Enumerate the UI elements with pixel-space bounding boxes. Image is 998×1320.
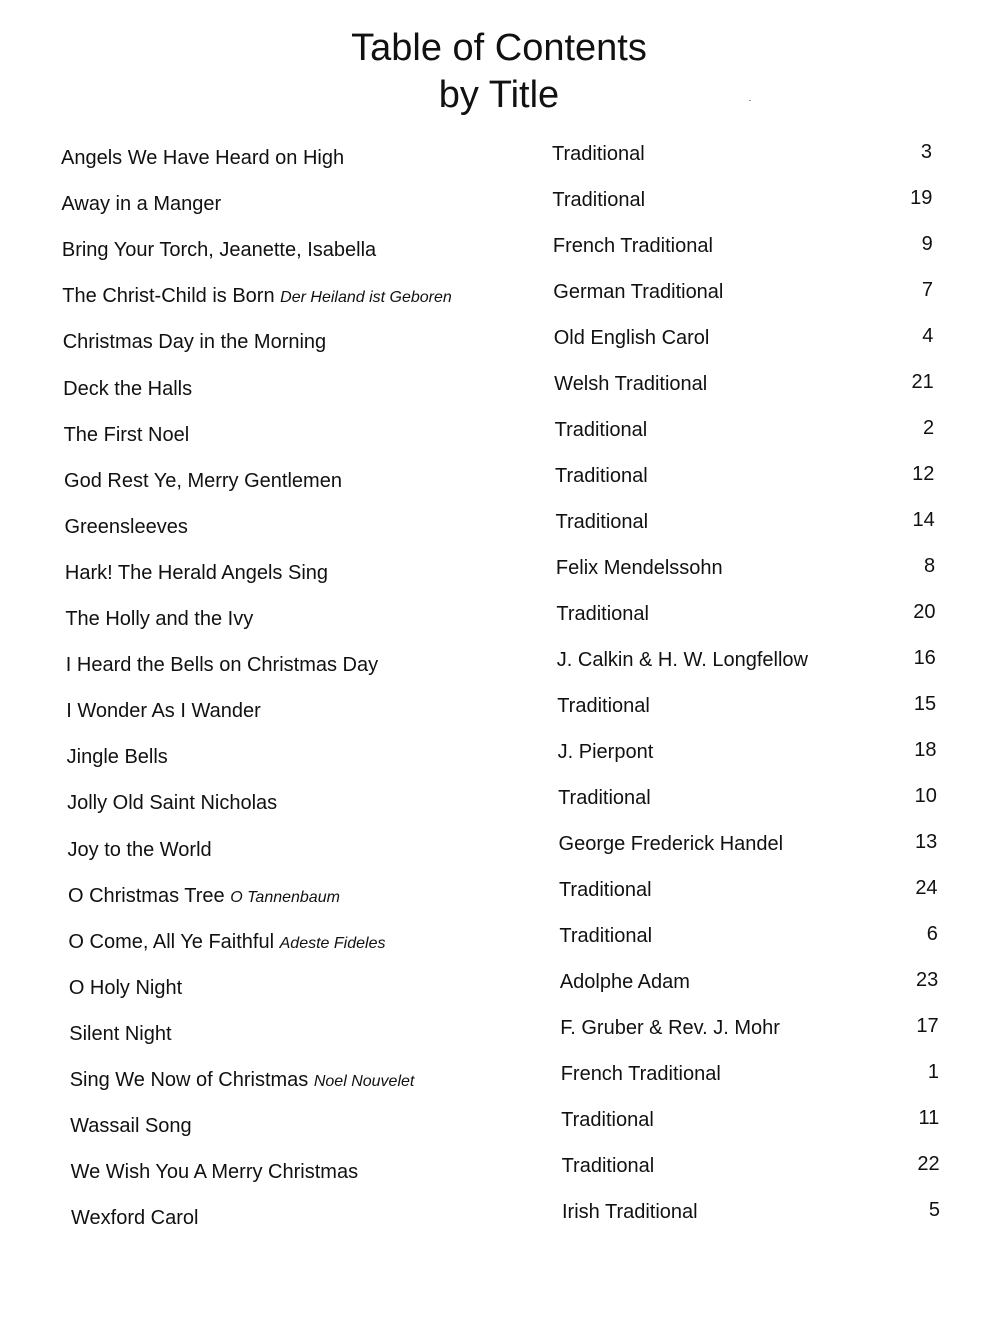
song-title-text: God Rest Ye, Merry Gentlemen <box>64 469 342 492</box>
song-title-text: Bring Your Torch, Jeanette, Isabella <box>61 239 377 262</box>
song-composer: Adolphe Adam <box>559 971 690 993</box>
song-title <box>66 696 261 726</box>
song-title <box>71 1203 198 1233</box>
page-number: 15 <box>913 693 937 715</box>
page-number: 13 <box>914 831 938 853</box>
song-title-text: The Christ-Child is Born <box>62 285 275 308</box>
page-number: 22 <box>917 1153 940 1175</box>
song-composer: J. Pierpont <box>557 741 654 763</box>
song-composer: Welsh Traditional <box>554 373 708 395</box>
page-subtitle: by Title <box>438 74 560 116</box>
page-number: 3 <box>920 141 932 163</box>
page-number: 4 <box>922 325 934 347</box>
song-composer: Traditional <box>559 925 653 947</box>
page-number: 5 <box>928 1199 940 1221</box>
song-title-text: Wexford Carol <box>71 1207 199 1230</box>
song-title-text: The Holly and the Ivy <box>65 608 254 630</box>
page-number: 9 <box>921 233 933 255</box>
page-number: 16 <box>913 647 936 669</box>
song-title <box>68 927 385 959</box>
page-number: 12 <box>912 463 935 485</box>
page-number: 17 <box>916 1015 939 1037</box>
song-title <box>63 327 326 357</box>
song-title-text: We Wish You A Merry Christmas <box>70 1161 359 1184</box>
song-title <box>61 143 344 173</box>
song-composer: Traditional <box>558 879 652 901</box>
song-title-text: Jolly Old Saint Nicholas <box>67 792 278 815</box>
page-number: 14 <box>912 509 935 531</box>
song-composer: Traditional <box>561 1155 655 1177</box>
song-title <box>67 788 277 818</box>
song-composer: Traditional <box>561 1109 654 1131</box>
song-title <box>70 1065 415 1097</box>
song-title-text: Greensleeves <box>64 515 188 538</box>
song-title <box>69 973 182 1003</box>
song-title-text: Jingle Bells <box>66 746 168 769</box>
song-title-text: Sing We Now of Christmas <box>69 1069 309 1091</box>
page-number: 11 <box>918 1107 940 1129</box>
song-title-text: I Wonder As I Wander <box>66 700 261 723</box>
song-composer: German Traditional <box>553 281 724 303</box>
song-composer: Traditional <box>556 603 649 625</box>
song-title <box>66 650 378 680</box>
page-number: 7 <box>921 279 934 301</box>
song-title-text: Angels We Have Heard on High <box>61 147 345 169</box>
song-title <box>68 881 340 913</box>
song-composer: Traditional <box>555 465 648 487</box>
song-composer: George Frederick Handel <box>558 833 784 855</box>
song-title <box>64 512 187 542</box>
page-number: 24 <box>915 877 938 899</box>
song-composer: Traditional <box>557 695 650 717</box>
song-composer: Traditional <box>558 787 651 809</box>
song-composer: French Traditional <box>560 1063 721 1085</box>
song-title <box>64 466 342 496</box>
song-title <box>62 281 452 313</box>
song-title <box>63 374 192 404</box>
song-composer: French Traditional <box>552 235 713 257</box>
page-number: 20 <box>913 601 936 623</box>
song-title-text: I Heard the Bells on Christmas Day <box>65 654 379 677</box>
song-title-text: The First Noel <box>63 423 190 446</box>
song-title-text: O Come, All Ye Faithful <box>68 930 275 953</box>
song-composer: Traditional <box>555 511 649 533</box>
song-alt-title: Adeste Fideles <box>279 934 386 952</box>
page-number: 19 <box>910 187 933 209</box>
page-title: Table of Contents <box>351 27 647 69</box>
song-title-text: Joy to the World <box>67 838 212 861</box>
song-composer: J. Calkin & H. W. Longfellow <box>556 649 808 671</box>
song-alt-title: Der Heiland ist Geboren <box>280 289 452 307</box>
song-composer: F. Gruber & Rev. J. Mohr <box>560 1017 780 1039</box>
song-title <box>65 604 253 634</box>
song-title <box>67 742 168 772</box>
song-composer: Traditional <box>552 189 646 211</box>
song-composer: Traditional <box>552 143 645 165</box>
song-title <box>70 1111 192 1141</box>
song-title-text: O Holy Night <box>68 976 183 999</box>
song-title-text: Silent Night <box>69 1022 172 1045</box>
page-number: 2 <box>922 417 935 439</box>
song-title-text: Hark! The Herald Angels Sing <box>64 561 329 584</box>
page-number: 21 <box>911 371 934 393</box>
song-title <box>71 1157 359 1187</box>
song-composer: Traditional <box>554 419 648 441</box>
song-title <box>64 420 190 450</box>
page-number: 6 <box>926 923 938 945</box>
song-title-text: Wassail Song <box>70 1115 192 1138</box>
song-title-text: Christmas Day in the Morning <box>62 331 327 354</box>
page-number: 18 <box>914 739 937 761</box>
song-composer: Felix Mendelssohn <box>555 557 723 579</box>
page-number: 10 <box>914 785 937 807</box>
page-number: 8 <box>924 555 936 577</box>
song-composer: Old English Carol <box>553 327 710 349</box>
song-title <box>65 558 328 588</box>
scan-speck <box>749 100 751 101</box>
song-title-text: O Christmas Tree <box>67 884 225 907</box>
song-alt-title: Noel Nouvelet <box>313 1073 415 1090</box>
song-title <box>69 1019 171 1049</box>
song-alt-title: O Tannenbaum <box>230 888 340 906</box>
song-title <box>62 235 376 265</box>
song-title-text: Away in a Manger <box>61 193 222 216</box>
song-composer: Irish Traditional <box>562 1201 698 1223</box>
song-title <box>61 189 221 219</box>
song-title-text: Deck the Halls <box>63 377 193 400</box>
page-number: 23 <box>916 969 939 991</box>
song-title <box>68 835 212 865</box>
page-number: 1 <box>927 1061 939 1083</box>
